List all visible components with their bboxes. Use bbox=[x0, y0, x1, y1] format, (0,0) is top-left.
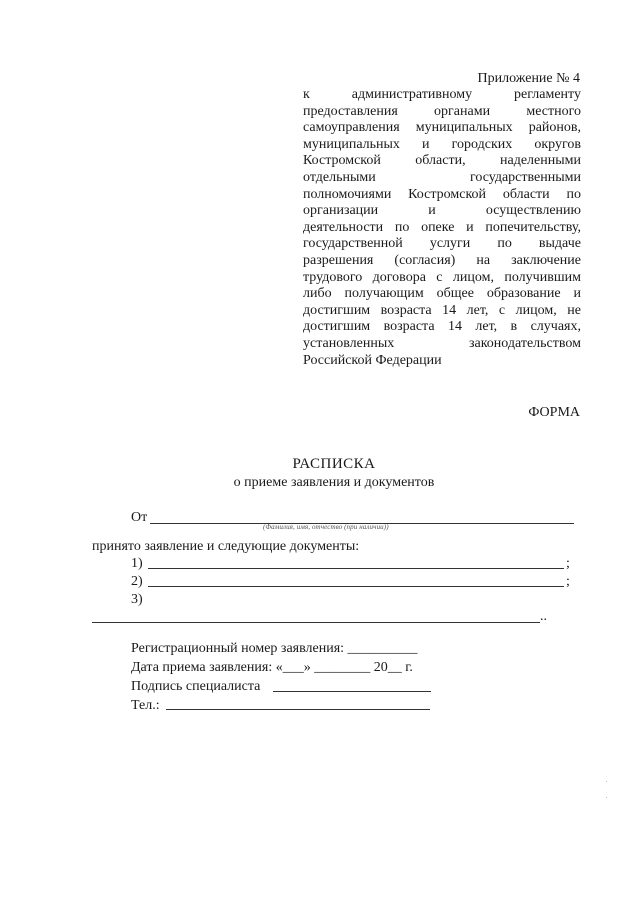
appendix-word: полномочиями bbox=[303, 186, 392, 202]
appendix-word: области bbox=[502, 186, 550, 202]
appendix-word: заключение bbox=[511, 252, 581, 268]
appendix-word: трудового bbox=[303, 269, 363, 285]
appendix-word: с bbox=[436, 269, 443, 285]
appendix-word: не bbox=[567, 302, 581, 318]
appendix-word: опеке bbox=[421, 219, 455, 235]
doc-item-3-end: .. bbox=[540, 609, 547, 624]
appendix-word: организации bbox=[303, 203, 379, 219]
appendix-word: выдаче bbox=[538, 236, 581, 252]
appendix-word: лицом, bbox=[515, 302, 557, 318]
appendix-word: Костромской bbox=[408, 186, 487, 202]
appendix-word: наделенными bbox=[499, 153, 581, 169]
appendix-word: договора bbox=[372, 269, 426, 285]
appendix-word: образование bbox=[486, 286, 561, 302]
from-label: От bbox=[131, 510, 148, 525]
appendix-line bbox=[303, 187, 581, 204]
doc-item-2-line[interactable] bbox=[148, 586, 564, 587]
appendix-word: Костромской bbox=[303, 153, 381, 169]
scan-speck bbox=[606, 797, 607, 798]
appendix-description bbox=[303, 87, 581, 369]
appendix-word: на bbox=[476, 252, 491, 268]
appendix-word: осуществлению bbox=[485, 203, 581, 219]
appendix-word: в bbox=[510, 319, 518, 335]
appendix-word: административному bbox=[351, 87, 473, 102]
appendix-word: установленных bbox=[303, 335, 395, 351]
appendix-line bbox=[303, 137, 581, 154]
appendix-word: достигшим bbox=[303, 319, 371, 335]
receipt-title: РАСПИСКА bbox=[292, 456, 376, 472]
appendix-word: и bbox=[428, 203, 436, 219]
accepted-documents-text: принято заявление и следующие документы: bbox=[92, 539, 360, 554]
appendix-word: попечительству, bbox=[485, 219, 581, 235]
appendix-word: лет, bbox=[466, 302, 489, 318]
doc-item-3-line[interactable] bbox=[92, 622, 540, 623]
appendix-word: 14 bbox=[442, 302, 457, 318]
appendix-line bbox=[303, 120, 581, 137]
appendix-word: по bbox=[497, 236, 512, 252]
appendix-word: органами bbox=[434, 103, 491, 119]
appendix-word: случаях, bbox=[530, 319, 581, 335]
appendix-word: предоставления bbox=[303, 103, 398, 119]
doc-item-2-end: ; bbox=[566, 574, 570, 589]
appendix-word: и bbox=[466, 219, 474, 235]
appendix-line bbox=[303, 220, 581, 237]
appendix-word: возраста bbox=[380, 302, 432, 318]
appendix-word: получающим bbox=[344, 286, 424, 302]
appendix-word: достигшим bbox=[303, 302, 371, 318]
appendix-word: муниципальных bbox=[415, 120, 513, 136]
appendix-line bbox=[303, 153, 581, 170]
appendix-title: Приложение № 4 bbox=[477, 71, 580, 86]
appendix-word: самоуправления bbox=[303, 120, 400, 136]
appendix-word: муниципальных bbox=[303, 136, 400, 152]
appendix-line bbox=[303, 319, 581, 336]
appendix-line bbox=[303, 353, 581, 370]
appendix-word: Российской Федерации bbox=[303, 352, 442, 368]
phone-label: Тел.: bbox=[131, 698, 160, 713]
appendix-word: и bbox=[422, 136, 430, 152]
specialist-signature-label: Подпись специалиста bbox=[131, 679, 261, 694]
from-name-hint: (Фамилия, имя, отчество (при наличии)) bbox=[263, 523, 389, 531]
appendix-word: услуги bbox=[429, 236, 471, 252]
date-received-label: Дата приема заявления: «___» ________ 20__ г. bbox=[131, 660, 413, 675]
appendix-line bbox=[303, 336, 581, 353]
appendix-word: к bbox=[303, 87, 310, 102]
appendix-line bbox=[303, 270, 581, 287]
appendix-word: местного bbox=[526, 103, 581, 119]
appendix-line bbox=[303, 104, 581, 121]
appendix-word: городских bbox=[451, 136, 513, 152]
appendix-word: 14 bbox=[447, 319, 462, 335]
appendix-word: получившим bbox=[504, 269, 581, 285]
appendix-line bbox=[303, 170, 581, 187]
appendix-word: и bbox=[573, 286, 581, 302]
appendix-line bbox=[303, 303, 581, 320]
doc-item-1-number: 1) bbox=[131, 556, 143, 571]
appendix-word: деятельности bbox=[303, 219, 384, 235]
doc-item-3-number: 3) bbox=[131, 592, 143, 607]
appendix-word: области, bbox=[415, 153, 466, 169]
scan-speck bbox=[606, 781, 607, 782]
doc-item-2-number: 2) bbox=[131, 574, 143, 589]
appendix-word: государственной bbox=[303, 236, 403, 252]
registration-number-label: Регистрационный номер заявления: __________ bbox=[131, 641, 418, 656]
appendix-word: районов, bbox=[528, 120, 581, 136]
appendix-word: государственными bbox=[469, 169, 581, 185]
receipt-subtitle: о приеме заявления и документов bbox=[233, 475, 435, 490]
appendix-line bbox=[303, 286, 581, 303]
appendix-line bbox=[303, 236, 581, 253]
appendix-word: возраста bbox=[383, 319, 435, 335]
appendix-word: лицом, bbox=[452, 269, 494, 285]
doc-item-1-end: ; bbox=[566, 556, 570, 571]
doc-item-1-line[interactable] bbox=[148, 568, 564, 569]
appendix-word: отдельными bbox=[303, 169, 376, 185]
specialist-signature-line[interactable] bbox=[273, 691, 431, 692]
appendix-word: общее bbox=[436, 286, 474, 302]
appendix-word: с bbox=[498, 302, 506, 318]
appendix-word: законодательством bbox=[468, 335, 581, 351]
appendix-word: регламенту bbox=[514, 87, 581, 102]
appendix-word: по bbox=[566, 186, 581, 202]
appendix-word: лет, bbox=[475, 319, 498, 335]
appendix-word: разрешения bbox=[303, 252, 374, 268]
appendix-word: (согласия) bbox=[394, 252, 456, 268]
phone-line[interactable] bbox=[166, 709, 430, 710]
appendix-line bbox=[303, 253, 581, 270]
appendix-line bbox=[303, 203, 581, 220]
appendix-word: округов bbox=[534, 136, 581, 152]
appendix-word: по bbox=[394, 219, 410, 235]
form-label: ФОРМА bbox=[528, 405, 580, 420]
appendix-word: либо bbox=[303, 286, 332, 302]
appendix-line bbox=[303, 87, 581, 104]
